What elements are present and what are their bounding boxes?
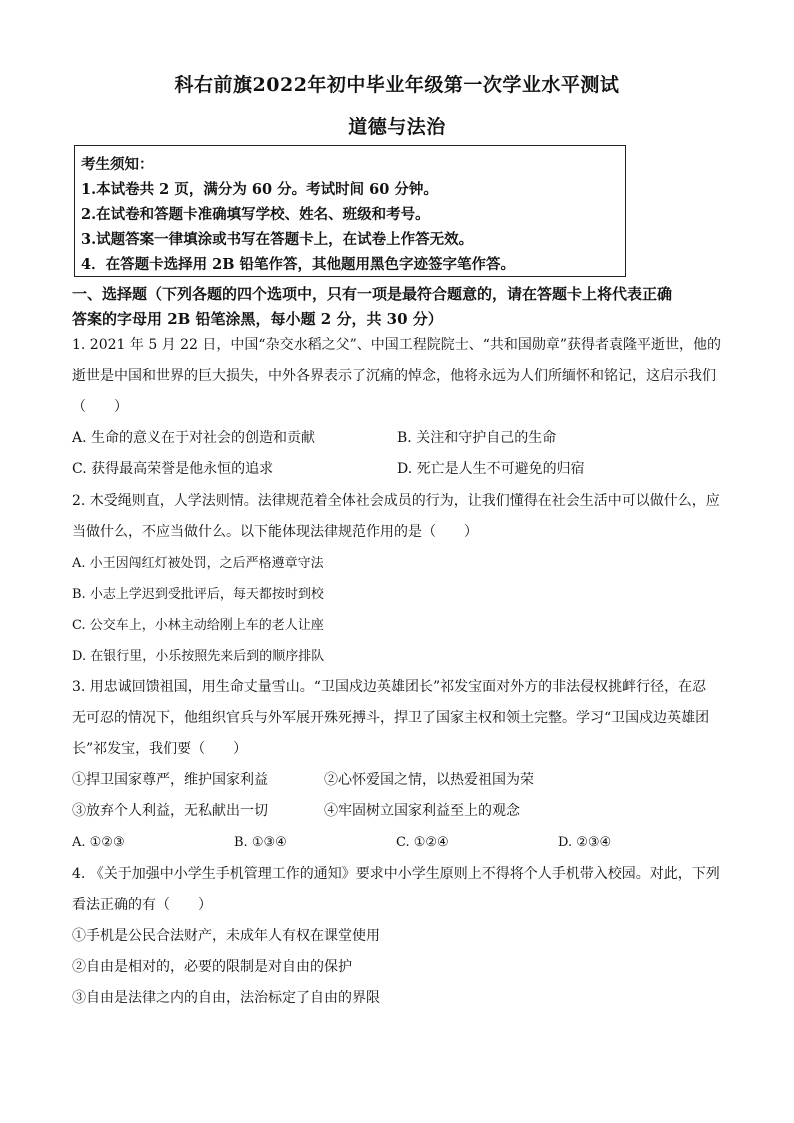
option-c: C. 获得最高荣誉是他永恒的追求 <box>72 461 274 477</box>
statement-1: ①捍卫国家尊严，维护国家利益 <box>72 772 268 788</box>
statement-2: ②自由是相对的，必要的限制是对自由的保护 <box>72 959 352 975</box>
option-row <box>72 423 732 454</box>
option-row <box>72 454 732 485</box>
option-c: C. ①②④ <box>396 835 449 850</box>
notice-item: 2.在试卷和答题卡准确填写学校、姓名、班级和考号。 <box>81 206 430 223</box>
section-heading-line: 答案的字母用 2B 铅笔涂黑，每小题 2 分，共 30 分） <box>72 310 443 328</box>
option-a: A. 生命的意义在于对社会的创造和贡献 <box>72 430 316 446</box>
notice-item: 1.本试卷共 2 页，满分为 60 分。考试时间 60 分钟。 <box>81 181 438 198</box>
notice-item: 4．在答题卡选择用 2B 铅笔作答，其他题用黑色字迹签字笔作答。 <box>81 256 516 273</box>
option-c: C. 公交车上，小林主动给刚上车的老人让座 <box>72 618 324 633</box>
notice-heading: 考生须知： <box>81 156 154 173</box>
question-text-line: 2. 木受绳则直，人学法则情。法律规范着全体社会成员的行为，让我们懂得在社会生活中可以做什么，应 <box>72 493 720 509</box>
statement-row <box>72 796 732 827</box>
question-1 <box>72 330 732 485</box>
subject-title: 道德与法治 <box>348 116 446 138</box>
question-4 <box>72 859 732 1014</box>
statement-4: ④牢固树立国家利益至上的观念 <box>324 803 520 819</box>
option-b: B. 小志上学迟到受批评后，每天都按时到校 <box>72 587 324 602</box>
question-text-line: 长”祁发宝，我们要（ ） <box>72 741 248 757</box>
exam-title: 科右前旗2022年初中毕业年级第一次学业水平测试 <box>174 74 620 96</box>
question-text-line: 4. 《关于加强中小学生手机管理工作的通知》要求中小学生原则上不得将个人手机带入校园。对此，下列 <box>72 866 720 882</box>
question-text-line: 逝世是中国和世界的巨大损失，中外各界表示了沉痛的悼念，他将永远为人们所缅怀和铭记，这启示我们 <box>72 368 716 384</box>
question-2 <box>72 486 732 672</box>
statement-3: ③放弃个人利益，无私献出一切 <box>72 803 268 819</box>
question-text-line: 3. 用忠诚回馈祖国，用生命丈量雪山。“卫国戍边英雄团长”祁发宝面对外方的非法侵权挑衅行径，在忍 <box>72 679 707 695</box>
question-text-line: （ ） <box>72 399 128 415</box>
section-heading <box>72 282 732 332</box>
statement-3: ③自由是法律之内的自由，法治标定了自由的界限 <box>72 990 380 1006</box>
option-d: D. ②③④ <box>558 835 612 850</box>
option-a: A. ①②③ <box>72 835 125 850</box>
statement-2: ②心怀爱国之情，以热爱祖国为荣 <box>324 772 534 788</box>
option-row <box>72 827 732 858</box>
notice-item: 3.试题答案一律填涂或书写在答题卡上，在试卷上作答无效。 <box>81 231 474 248</box>
question-text-line: 当做什么，不应当做什么。以下能体现法律规范作用的是（ ） <box>72 524 478 540</box>
option-b: B. ①③④ <box>234 835 287 850</box>
statement-1: ①手机是公民合法财产，未成年人有权在课堂使用 <box>72 928 380 944</box>
option-d: D. 死亡是人生不可避免的归宿 <box>397 461 585 477</box>
question-text-line: 看法正确的有（ ） <box>72 897 212 913</box>
question-3 <box>72 672 732 858</box>
question-text-line: 1. 2021 年 5 月 22 日，中国“杂交水稻之父”、中国工程院院士、“共和国勋章”获得者袁隆平逝世，他的 <box>72 337 722 353</box>
option-b: B. 关注和守护自己的生命 <box>397 430 557 446</box>
option-a: A. 小王因闯红灯被处罚，之后严格遵章守法 <box>72 556 324 571</box>
question-text-line: 无可忍的情况下，他组织官兵与外军展开殊死搏斗，捍卫了国家主权和领土完整。学习“卫国戍边英雄团 <box>72 710 710 726</box>
statement-row <box>72 765 732 796</box>
option-d: D. 在银行里，小乐按照先来后到的顺序排队 <box>72 649 325 664</box>
candidate-notice-box <box>74 145 626 277</box>
section-heading-line: 一、选择题（下列各题的四个选项中，只有一项是最符合题意的，请在答题卡上将代表正确 <box>72 285 673 303</box>
